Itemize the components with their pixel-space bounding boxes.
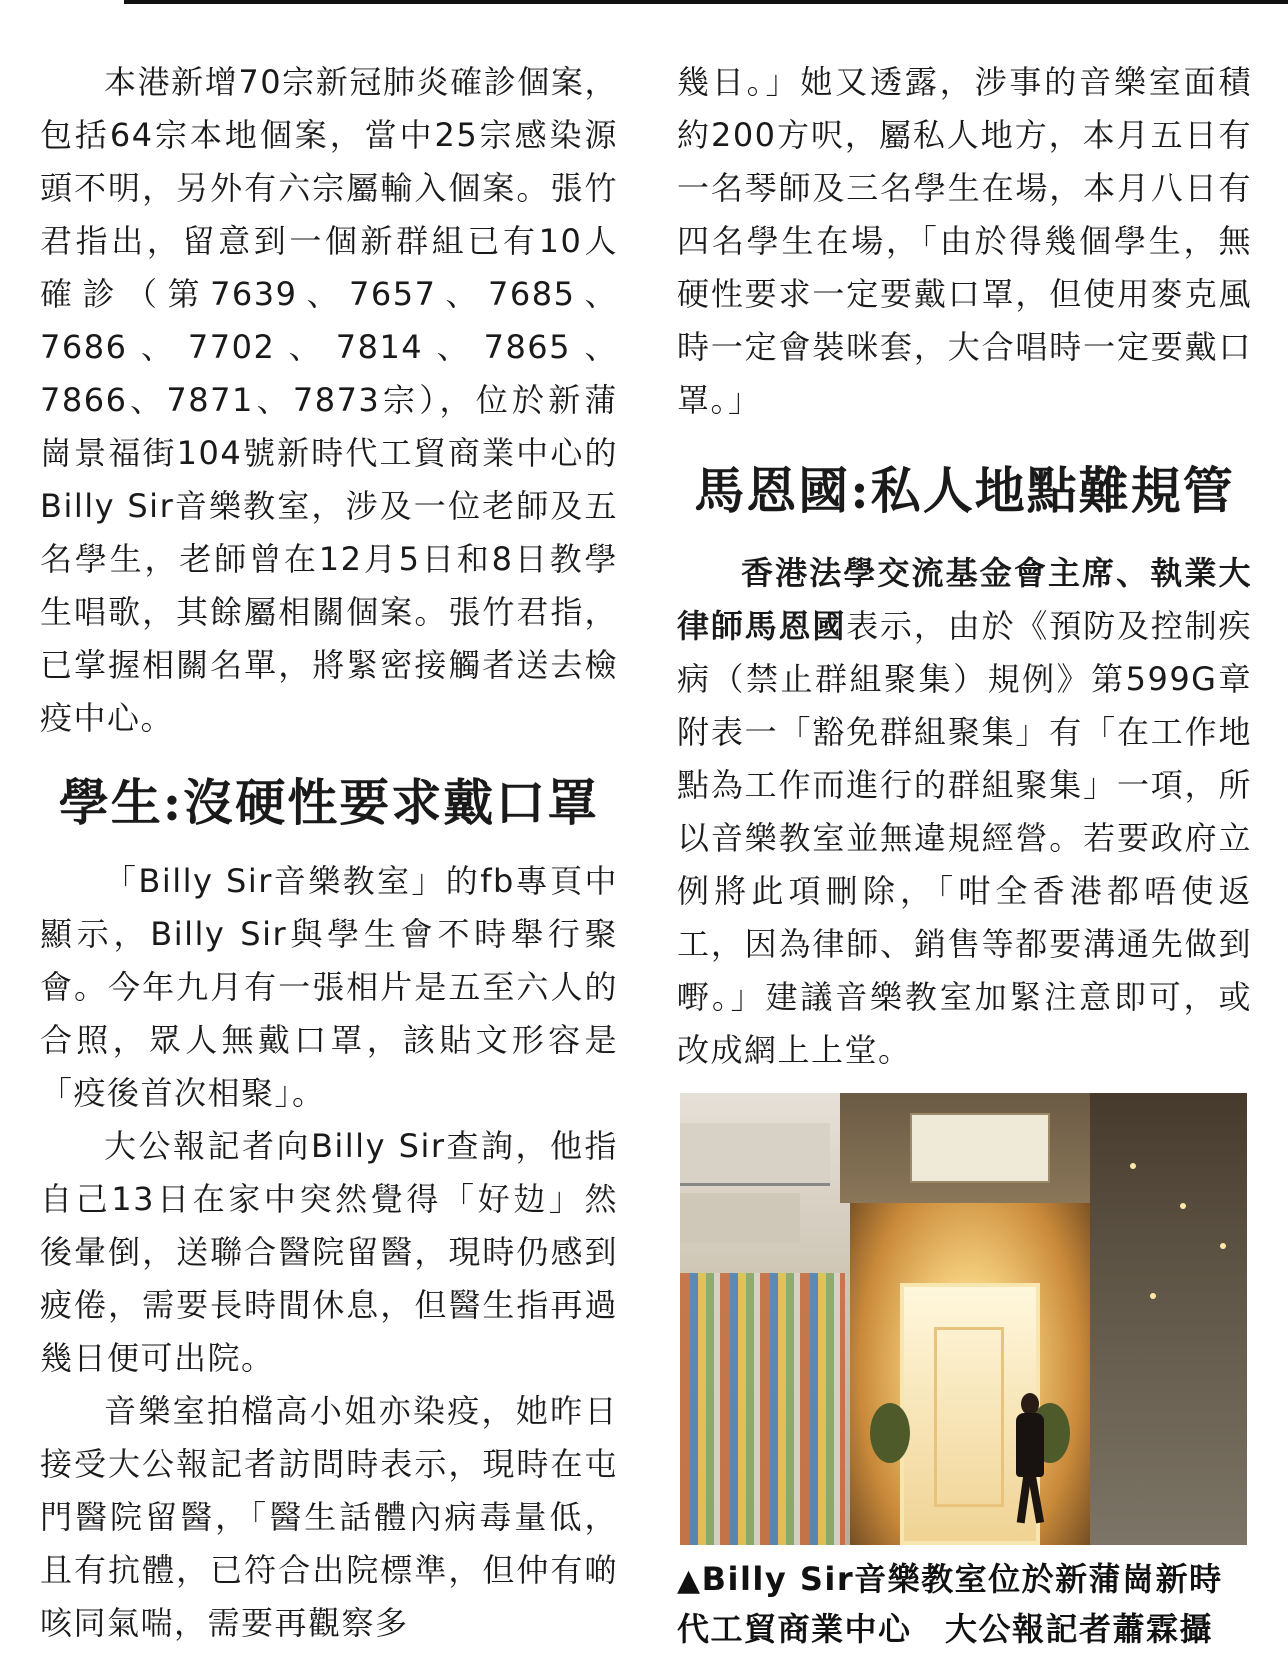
paragraph-new-cluster: 本港新增70宗新冠肺炎確診個案，包括64宗本地個案，當中25宗感染源頭不明，另外有六宗屬輸入個案。張竹君指出，留意到一個新群組已有10人確診（第7639、7657、7685、7686、7702、7814、7865、7866、7871、7873宗），位於新蒲崗景福街104號新時代工貿商業中心的Billy Sir音樂教室，涉及一位老師及五名學生，老師曾在12月5日和8日教學生唱歌，其餘屬相關個案。張竹君指，已掌握相關名單，將緊密接觸者送去檢疫中心。	[40, 63, 618, 737]
paragraph-fb-page: 「Billy Sir音樂教室」的fb專頁中顯示，Billy Sir與學生會不時舉行聚會。今年九月有一張相片是五至六人的合照，眾人無戴口罩，該貼文形容是「疫後首次相聚」。	[40, 862, 618, 1112]
subheading-ma-yan-kwok: 馬恩國:私人地點難規管	[694, 461, 1235, 520]
photo-building-canopy	[840, 1093, 1110, 1203]
paragraph-continued: 幾日。」她又透露，涉事的音樂室面積約200方呎，屬私人地方，本月五日有一名琴師及三名學生在場，本月八日有四名學生在場，「由於得幾個學生，無硬性要求一定要戴口罩，但使用麥克風時一定會裝咪套，大合唱時一定要戴口罩。」	[677, 63, 1252, 419]
subheading-students: 學生:沒硬性要求戴口罩	[58, 773, 600, 832]
paragraph-partner-ko: 音樂室拍檔高小姐亦染疫，她昨日接受大公報記者訪問時表示，現時在屯門醫院留醫，「醫生話體內病毒量低，且有抗體，已符合出院標準，但仲有啲咳同氣喘，需要再觀察多	[40, 1392, 618, 1642]
triangle-marker-icon: ▲	[677, 1563, 702, 1598]
photo-arcade-wall	[1090, 1093, 1247, 1545]
photo-caption-text: Billy Sir音樂教室位於新蒲崗新時代工貿商業中心 大公報記者蕭霖攝	[677, 1560, 1223, 1648]
photo-pedestrian	[1012, 1393, 1048, 1525]
paragraph-billy-sir-inquiry: 大公報記者向Billy Sir查詢，他指自己13日在家中突然覺得「好攰」然後暈倒，送聯合醫院留醫，現時仍感到疲倦，需要長時間休息，但醫生指再過幾日便可出院。	[40, 1127, 618, 1377]
photo-building-plaque	[910, 1113, 1050, 1183]
speaker-title: 香港法學交流基金會主席、執業大律師馬恩國	[677, 554, 1252, 645]
photo-lit-entrance	[850, 1153, 1090, 1545]
right-column	[677, 56, 1252, 1653]
top-rule	[124, 0, 1288, 4]
paragraph-legal-opinion	[677, 547, 1252, 1077]
left-column	[40, 56, 618, 1650]
photo-shopfront	[680, 1093, 850, 1545]
legal-opinion-text: 表示，由於《預防及控制疾病（禁止群組聚集）規例》第599G章附表一「豁免群組聚集」有「在工作地點為工作而進行的群組聚集」一項，所以音樂教室並無違規經營。若要政府立例將此項刪除，「咁全香港都唔使返工，因為律師、銷售等都要溝通先做到嘢。」建議音樂教室加緊注意即可，或改成網上上堂。	[677, 607, 1252, 1069]
news-photo-building-entrance	[680, 1093, 1247, 1545]
photo-caption	[677, 1555, 1252, 1653]
